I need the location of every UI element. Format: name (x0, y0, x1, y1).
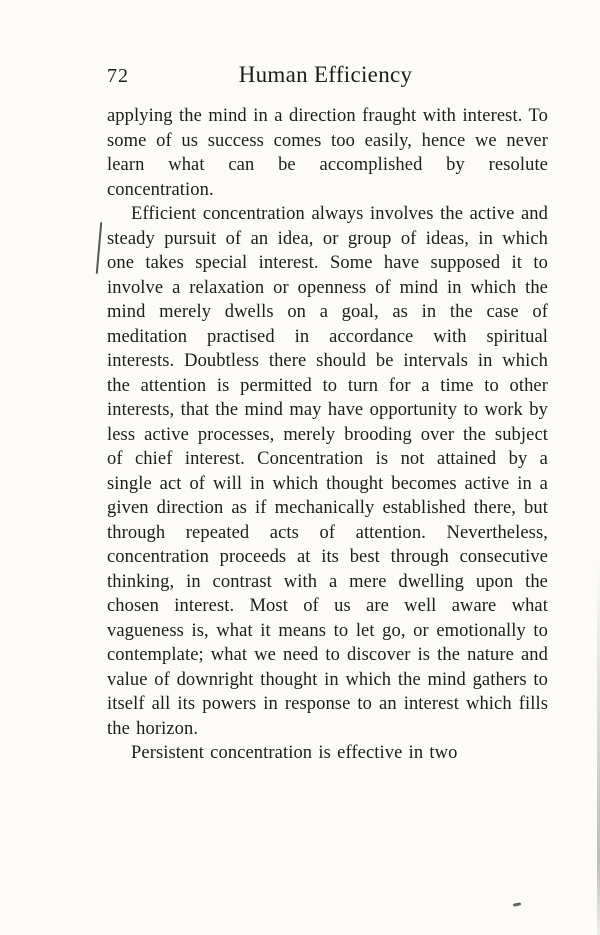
stray-ink-mark (513, 902, 521, 906)
running-title: Human Efficiency (238, 62, 413, 87)
paragraph: applying the mind in a direction fraught with interest. To some of us success comes too easily, hence we never learn what can be accomplished by resolute concentration. (107, 106, 548, 200)
page-number: 72 (107, 65, 129, 87)
paragraph: Efficient concentration always involves the active and steady pursuit of an idea, or group of ideas, in which one takes special interest. Some have supposed it to involve a relaxation or openness of mind in which the mind merely dwells on a goal, as in the case of meditation practised in accordance with spiritual interests. Doubtless there should be intervals in which the attention is permitted to turn for a time to other interests, that the mind may have opportunity to work by less active processes, merely brooding over the subject of chief interest. Concentration is not attained by a single act of will in which thought becomes active in a given direction as if mechanically established there, but through repeated acts of attention. Nevertheless, concentration proceeds at its best through consecutive thinking, in contrast with a mere dwelling upon the chosen interest. Most of us are well aware what vagueness is, what it means to let go, or emotionally to contemplate; what we need to discover is the nature and value of downright thought in which the mind gathers to itself all its powers in response to an interest which fills the horizon. (107, 204, 548, 739)
page-body (107, 104, 548, 766)
margin-pen-mark (96, 222, 103, 274)
paragraph: Persistent concentration is effective in two (131, 743, 458, 763)
page-header (107, 62, 548, 88)
